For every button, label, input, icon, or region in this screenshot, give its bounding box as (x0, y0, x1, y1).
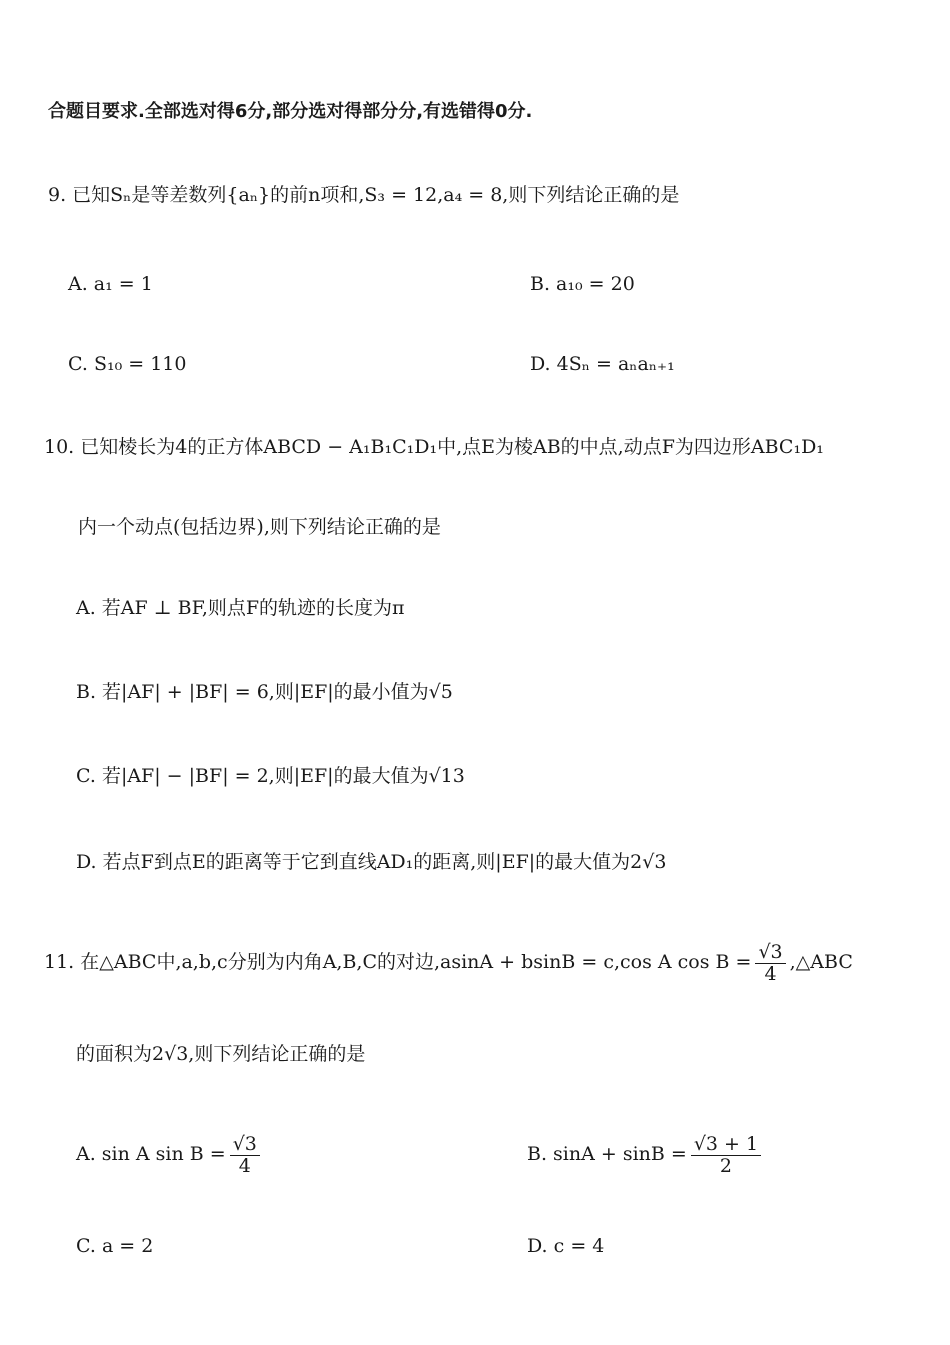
option-a-text: A. sin A sin B = (76, 1143, 226, 1165)
fraction-denominator: 4 (238, 1154, 251, 1177)
cos-product-fraction (755, 942, 785, 985)
question-10-option-d: D. 若点F到点E的距离等于它到直线AD₁的距离,则|EF|的最大值为2√3 (76, 851, 667, 873)
section-instructions: 合题目要求.全部选对得6分,部分选对得部分分,有选错得0分. (48, 101, 533, 122)
fraction-numerator: √3 + 1 (691, 1134, 761, 1156)
question-11-option-b (527, 1130, 765, 1178)
option-b-fraction (691, 1134, 761, 1177)
question-11-stem-line-1 (44, 938, 853, 986)
question-11-stem-tail: ,△ABC (789, 951, 853, 973)
question-10-stem-line-2: 内一个动点(包括边界),则下列结论正确的是 (78, 516, 441, 538)
question-11-stem-line-2: 的面积为2√3,则下列结论正确的是 (76, 1043, 366, 1065)
question-9-option-b: B. a₁₀ = 20 (530, 273, 635, 295)
question-11-option-d: D. c = 4 (527, 1235, 605, 1257)
question-9-option-a: A. a₁ = 1 (68, 273, 153, 295)
question-9-stem: 9. 已知Sₙ是等差数列{aₙ}的前n项和,S₃ = 12,a₄ = 8,则下列结论正确的是 (48, 184, 680, 206)
option-b-text: B. sinA + sinB = (527, 1143, 687, 1165)
fraction-numerator: √3 (230, 1134, 260, 1156)
question-10-stem-line-1: 10. 已知棱长为4的正方体ABCD − A₁B₁C₁D₁中,点E为棱AB的中点,动点F为四边形ABC₁D₁ (44, 436, 824, 458)
fraction-denominator: 2 (719, 1154, 732, 1177)
question-10-option-a: A. 若AF ⊥ BF,则点F的轨迹的长度为π (76, 597, 405, 619)
question-10-option-b: B. 若|AF| + |BF| = 6,则|EF|的最小值为√5 (76, 681, 453, 703)
question-11-option-a (76, 1130, 264, 1178)
question-11-stem-text: 11. 在△ABC中,a,b,c分别为内角A,B,C的对边,asinA + bsinB = c,cos A cos B = (44, 951, 752, 973)
question-9-option-d: D. 4Sₙ = aₙaₙ₊₁ (530, 353, 675, 375)
fraction-numerator: √3 (755, 942, 785, 964)
question-10-option-c: C. 若|AF| − |BF| = 2,则|EF|的最大值为√13 (76, 765, 465, 787)
question-9-option-c: C. S₁₀ = 110 (68, 353, 187, 375)
option-a-fraction (230, 1134, 260, 1177)
question-11-option-c: C. a = 2 (76, 1235, 154, 1257)
fraction-denominator: 4 (764, 962, 777, 985)
